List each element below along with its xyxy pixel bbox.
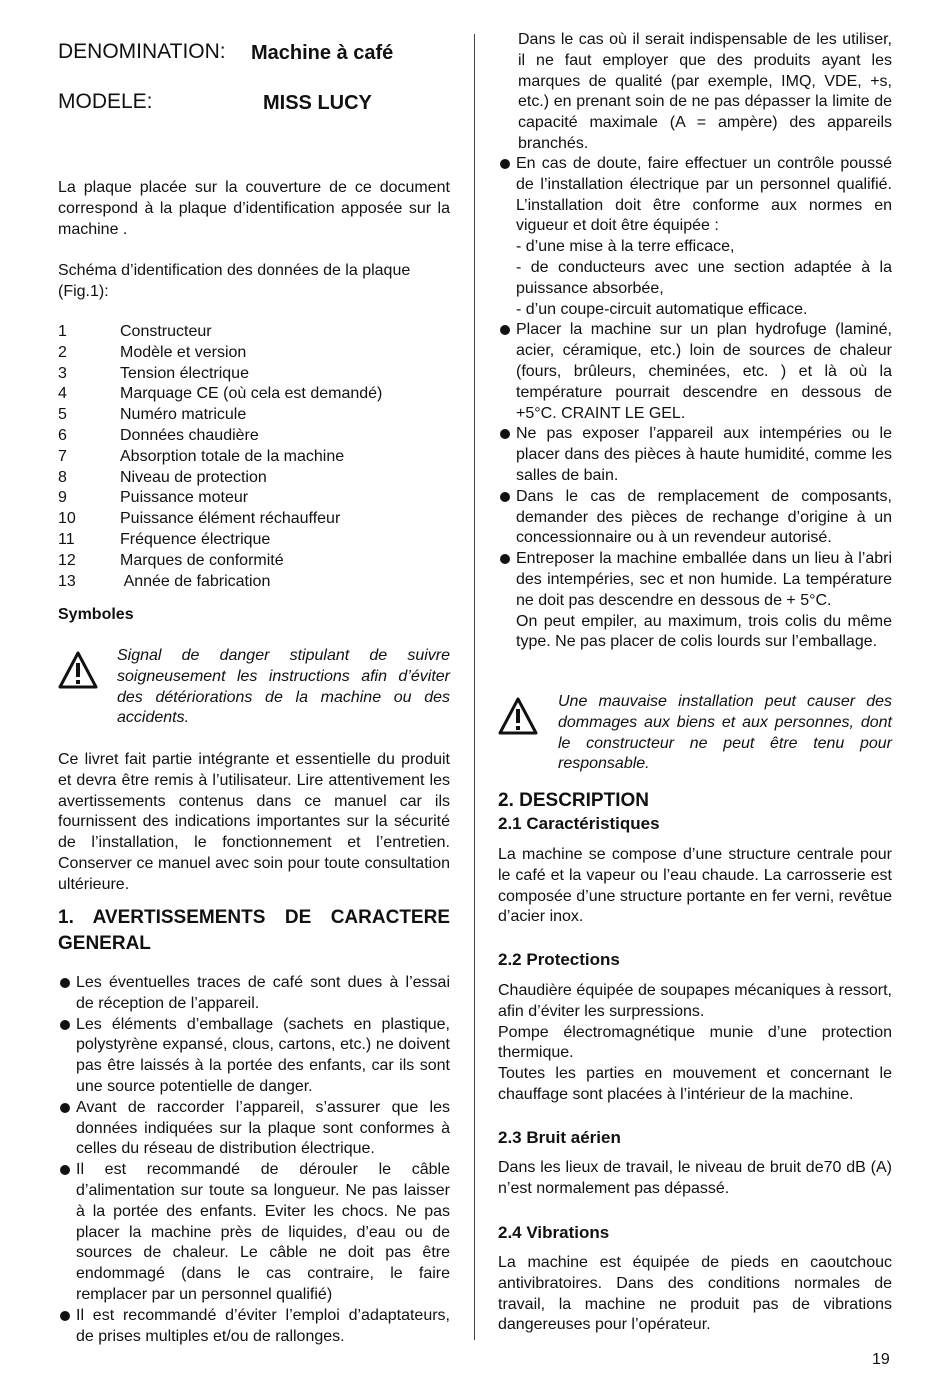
plate-list-item xyxy=(58,364,450,385)
general-warnings-list-right xyxy=(498,154,892,653)
plate-list-item xyxy=(58,322,450,343)
plate-list-item xyxy=(58,551,450,572)
warning-triangle-icon xyxy=(58,650,98,690)
list-item: Placer la machine sur un plan hydrofuge (laminé, acier, céramique, etc.) loin de sources de chaleur (fours, brûleurs, cheminées, etc. ) et là où la température pourrait descendre en dessous de +5°C. CRAINT LE GEL. xyxy=(498,320,892,424)
page-number: 19 xyxy=(872,1351,890,1368)
symbols-title: Symboles xyxy=(58,606,134,623)
section2-4-text: La machine est équipée de pieds en caoutchouc antivibratoires. Dans des conditions normales de travail, la machine ne produit pas de vibrations dangereuses pour l’opérateur. xyxy=(498,1254,892,1334)
plate-item-label: Puissance élément réchauffeur xyxy=(120,510,341,528)
plate-item-number: 13 xyxy=(58,572,76,590)
plate-item-number: 4 xyxy=(58,385,67,403)
plate-item-number: 3 xyxy=(58,364,67,382)
plate-item-label: Fréquence électrique xyxy=(120,530,271,548)
section2-2-p2: Pompe électromagnétique munie d’une protection thermique. xyxy=(498,1023,892,1062)
list-item: Il est recommandé d’éviter l’emploi d’adaptateurs, de prises multiples et/ou de rallonges. xyxy=(58,1306,450,1348)
plate-item-number: 7 xyxy=(58,447,67,465)
plate-item-label: Puissance moteur xyxy=(120,489,249,507)
plate-item-label: Tension électrique xyxy=(120,364,249,382)
plate-item-label: Marquage CE (où cela est demandé) xyxy=(120,385,383,403)
warning-triangle-icon xyxy=(498,696,538,736)
list-item xyxy=(498,549,892,653)
section1-title: 1. AVERTISSEMENTS DE CARACTERE GENERAL xyxy=(58,907,450,954)
section2-3-text: Dans les lieux de travail, le niveau de bruit de70 dB (A) n’est normalement pas dépassé. xyxy=(498,1159,892,1197)
plate-list-item xyxy=(58,572,450,593)
plate-item-number: 9 xyxy=(58,489,67,507)
plate-data-list xyxy=(58,322,450,592)
plate-list-item xyxy=(58,426,450,447)
section2-2-body xyxy=(498,981,892,1106)
list-item xyxy=(498,154,892,320)
plate-list-item xyxy=(58,343,450,364)
plate-list-item xyxy=(58,488,450,509)
section2-1-text: La machine se compose d’une structure centrale pour le café et la vapeur ou l’eau chaude. La carrosserie est composée d’une structure portante en fer verni, revêtue d’acier inox. xyxy=(498,846,892,926)
plate-item-number: 2 xyxy=(58,343,67,361)
list-item: Les éventuelles traces de café sont dues à l’essai de réception de l’appareil. xyxy=(58,973,450,1015)
plate-item-label: Marques de conformité xyxy=(120,551,284,569)
bullet-text: Entreposer la machine emballée dans un lieu à l’abri des intempéries, sec et non humide. La température ne doit pas descendre en dessous de + 5°C. xyxy=(516,550,892,609)
sub-item: - d’un coupe-circuit automatique efficace. xyxy=(516,300,808,318)
plate-item-number: 5 xyxy=(58,406,67,424)
denomination-value: Machine à café xyxy=(251,42,394,64)
plate-item-number: 12 xyxy=(58,551,76,569)
bullet-text: En cas de doute, faire effectuer un contrôle poussé de l’installation électrique par un personnel qualifié. L’installation doit être conforme aux normes en vigueur et doit être équipée : xyxy=(516,155,892,235)
list-item: Ne pas exposer l’appareil aux intempéries ou le placer dans des pièces à haute humidité, comme les salles de bain. xyxy=(498,424,892,486)
section2-2-title: 2.2 Protections xyxy=(498,950,620,969)
section2-4-title: 2.4 Vibrations xyxy=(498,1223,610,1242)
section2-title: 2. DESCRIPTION xyxy=(498,790,649,811)
plate-item-number: 10 xyxy=(58,510,76,528)
list-item: Avant de raccorder l’appareil, s’assurer que les données indiquées sur la plaque sont conformes à celles du réseau de distribution électrique. xyxy=(58,1098,450,1160)
plate-item-number: 11 xyxy=(58,530,75,548)
plate-list-item xyxy=(58,405,450,426)
stacking-text: On peut empiler, au maximum, trois colis du même type. Ne pas placer de colis lourds sur l’emballage. xyxy=(516,612,892,651)
danger-signal-block xyxy=(58,646,450,729)
list-item: Il est recommandé de dérouler le câble d’alimentation sur toute sa longueur. Ne pas laisser à la portée des enfants. Eviter les chocs. Ne pas placer la machine près de liquides, d’eau ou de sources de chaleur. Le câble ne doit pas être endommagé (dans le cas contraire, le faire remplacer par un personnel qualifié) xyxy=(58,1160,450,1306)
plate-item-label: Modèle et version xyxy=(120,343,247,361)
plate-item-number: 8 xyxy=(58,468,67,486)
sub-item: - de conducteurs avec une section adaptée à la puissance absorbée, xyxy=(516,258,892,297)
plate-item-label: Niveau de protection xyxy=(120,468,267,486)
install-warning-text: Une mauvaise installation peut causer des dommages aux biens et aux personnes, dont le constructeur ne peut être tenu pour responsable. xyxy=(558,693,892,773)
plate-list-item xyxy=(58,447,450,468)
plate-item-label: Numéro matricule xyxy=(120,406,247,424)
section2-1-title: 2.1 Caractéristiques xyxy=(498,814,660,833)
intro-schema-text: Schéma d’identification des données de la plaque (Fig.1): xyxy=(58,262,411,300)
section2-2-p3: Toutes les parties en mouvement et concernant le chauffage sont placées à l’intérieur de la machine. xyxy=(498,1065,892,1103)
plate-item-label: Année de fabrication xyxy=(120,572,271,590)
plate-item-number: 1 xyxy=(58,323,67,340)
general-warnings-list-left xyxy=(58,973,450,1347)
plate-list-item xyxy=(58,509,450,530)
plate-list-item xyxy=(58,384,450,405)
sub-item: - d’une mise à la terre efficace, xyxy=(516,238,735,256)
plate-item-label: Données chaudière xyxy=(120,426,259,444)
install-warning-block xyxy=(498,692,892,775)
section2-3-title: 2.3 Bruit aérien xyxy=(498,1128,621,1147)
intro-plate-text: La plaque placée sur la couverture de ce document correspond à la plaque d’identification apposée sur la machine . xyxy=(58,179,450,238)
adapters-continuation-text: Dans le cas où il serait indispensable de les utiliser, il ne faut employer que des produits ayant les marques de qualité (par exemple, IMQ, VDE, +s, etc.) en prenant soin de ne pas dépasser la limite de capacité maximale (A = ampère) des appareils branchés. xyxy=(518,31,892,152)
danger-signal-text: Signal de danger stipulant de suivre soigneusement les instructions afin d’éviter des détériorations de la machine ou des accidents. xyxy=(117,647,450,727)
plate-item-label: Absorption totale de la machine xyxy=(120,447,345,465)
list-item: Dans le cas de remplacement de composants, demander des pièces de rechange d’origine à un concessionnaire ou à un revendeur autorisé. xyxy=(498,487,892,549)
plate-list-item xyxy=(58,530,450,551)
plate-item-label: Constructeur xyxy=(120,323,212,340)
modele-value: MISS LUCY xyxy=(263,92,372,114)
section2-2-p1: Chaudière équipée de soupapes mécaniques à ressort, afin d’éviter les surpressions. xyxy=(498,982,892,1020)
plate-list-item xyxy=(58,468,450,489)
list-item: Les éléments d’emballage (sachets en plastique, polystyrène expansé, clous, cartons, etc.) ne doivent pas être laissés à la portée des enfants, car ils sont une source potentielle de danger. xyxy=(58,1015,450,1098)
booklet-text: Ce livret fait partie intégrante et essentielle du produit et devra être remis à l’utilisateur. Lire attentivement les avertissements contenus dans ce manuel car ils fournissent des indications importantes sur la sécurité de l’installation, le fonctionnement et l’entretien. Conserver ce manuel avec soin pour toute consultation ultérieure. xyxy=(58,751,450,893)
denomination-label: DENOMINATION: xyxy=(58,40,226,63)
modele-label: MODELE: xyxy=(58,90,153,113)
column-divider xyxy=(474,34,475,1340)
plate-item-number: 6 xyxy=(58,426,67,444)
